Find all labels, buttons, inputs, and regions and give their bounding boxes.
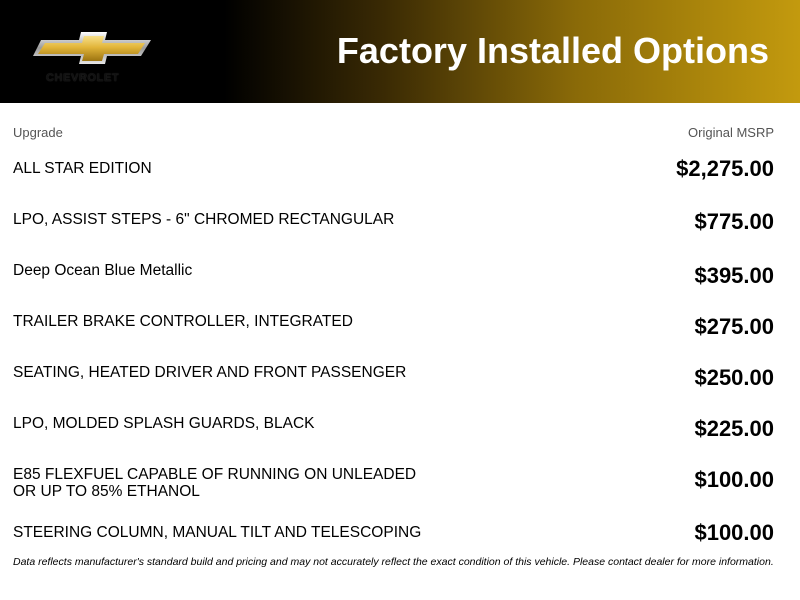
option-name: STEERING COLUMN, MANUAL TILT AND TELESCOPING <box>13 524 422 541</box>
option-row <box>0 303 800 354</box>
option-row <box>0 150 800 201</box>
brand-wordmark: CHEVROLET <box>46 72 120 84</box>
option-price: $250.00 <box>694 365 774 390</box>
option-name: E85 FLEXFUEL CAPABLE OF RUNNING ON UNLEADED OR UP TO 85% ETHANOL <box>13 466 417 500</box>
options-list <box>0 150 800 573</box>
column-header-upgrade: Upgrade <box>13 125 63 140</box>
option-row <box>0 405 800 456</box>
column-header-msrp: Original MSRP <box>688 125 774 140</box>
option-price: $100.00 <box>694 520 774 545</box>
option-row <box>0 201 800 252</box>
option-name: SEATING, HEATED DRIVER AND FRONT PASSENGER <box>13 364 407 381</box>
option-name: ALL STAR EDITION <box>13 160 152 177</box>
option-row <box>0 354 800 405</box>
option-name: Deep Ocean Blue Metallic <box>13 262 193 279</box>
option-row <box>0 252 800 303</box>
option-price: $275.00 <box>694 314 774 339</box>
option-price: $395.00 <box>694 263 774 288</box>
option-name: TRAILER BRAKE CONTROLLER, INTEGRATED <box>13 313 353 330</box>
page-header <box>0 0 800 103</box>
option-price: $225.00 <box>694 416 774 441</box>
page-title: Factory Installed Options <box>336 30 769 71</box>
option-name: LPO, ASSIST STEPS - 6" CHROMED RECTANGULAR <box>13 211 395 228</box>
option-row <box>0 456 800 522</box>
option-price: $2,275.00 <box>676 156 774 181</box>
option-price: $775.00 <box>694 209 774 234</box>
disclaimer-text: Data reflects manufacturer's standard build and pricing and may not accurately reflect the exact condition of this vehicle. Please contact dealer for more information. <box>13 556 774 568</box>
option-price: $100.00 <box>694 467 774 492</box>
option-name: LPO, MOLDED SPLASH GUARDS, BLACK <box>13 415 315 432</box>
